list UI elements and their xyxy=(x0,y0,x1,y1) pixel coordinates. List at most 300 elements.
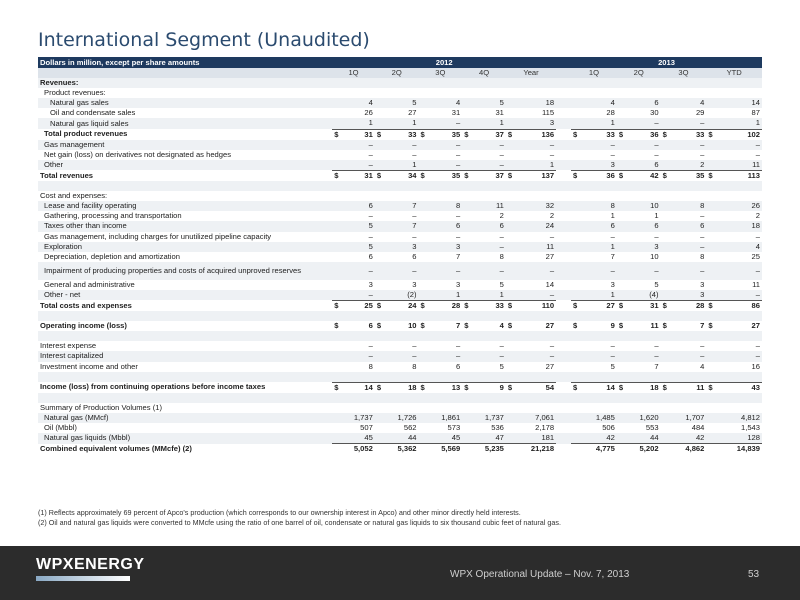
cell-value: – xyxy=(340,262,375,280)
cell-value: 1,737 xyxy=(470,413,506,423)
row-label: Interest capitalized xyxy=(38,351,332,361)
cell-value: – xyxy=(455,211,461,221)
cell-value: 6 xyxy=(368,251,373,261)
cell-value: 34 xyxy=(382,170,418,181)
cell-value: 1 xyxy=(579,242,617,252)
financial-table-wrapper xyxy=(38,57,762,454)
table-row xyxy=(38,98,762,108)
cell-value: 4 xyxy=(700,361,705,371)
currency-symbol: $ xyxy=(507,321,513,331)
cell-value: – xyxy=(412,149,417,159)
cell-value: – xyxy=(412,231,417,241)
cell-value: – xyxy=(382,262,418,280)
cell-value: 9 xyxy=(610,321,615,331)
col-header: 1Q xyxy=(332,68,375,78)
row-label xyxy=(38,393,332,403)
cell-value: 1,620 xyxy=(624,413,660,423)
table-row xyxy=(38,150,762,160)
cell-value: – xyxy=(654,149,659,159)
cell-value: 4 xyxy=(579,98,617,108)
cell-value: 8 xyxy=(668,201,706,211)
cell-value: 4 xyxy=(340,98,375,108)
cell-value: 2 xyxy=(668,160,706,171)
currency-symbol: $ xyxy=(420,382,425,392)
col-header: YTD xyxy=(706,68,762,78)
cell-value: 10 xyxy=(624,201,660,211)
cell-value: 6 xyxy=(368,321,373,331)
cell-value: – xyxy=(579,140,617,150)
cell-value: – xyxy=(755,231,760,241)
cell-value: – xyxy=(714,290,762,301)
cell-value: 29 xyxy=(695,108,705,118)
row-label: Exploration xyxy=(38,242,332,252)
currency-symbol: $ xyxy=(662,382,667,392)
cell-value: 8 xyxy=(412,361,417,371)
cell-value: 6 xyxy=(624,160,660,171)
cell-value: 1 xyxy=(654,211,659,221)
cell-value: – xyxy=(455,341,461,351)
currency-symbol: $ xyxy=(708,300,713,310)
cell-value: – xyxy=(470,160,506,171)
table-row xyxy=(38,262,762,280)
cell-value: 25 xyxy=(340,300,375,311)
currency-symbol: $ xyxy=(507,170,513,180)
cell-value: 6 xyxy=(470,221,506,231)
table-row xyxy=(38,108,762,118)
cell-value: – xyxy=(513,262,556,280)
table-row xyxy=(38,232,762,242)
cell-value: 11 xyxy=(668,382,706,393)
cell-value: – xyxy=(470,242,506,252)
cell-value: – xyxy=(624,351,660,361)
col-header: 2Q xyxy=(617,68,661,78)
cell-value: 31 xyxy=(495,108,504,118)
currency-symbol: $ xyxy=(420,170,425,180)
cell-value: 11 xyxy=(470,201,506,211)
cell-value: – xyxy=(426,118,462,129)
currency-symbol: $ xyxy=(334,321,339,331)
cell-value: 3 xyxy=(700,279,705,289)
currency-symbol: $ xyxy=(618,170,624,180)
currency-symbol: $ xyxy=(662,170,667,180)
cell-value: – xyxy=(426,160,462,171)
row-label xyxy=(38,331,332,341)
cell-value: 1,543 xyxy=(740,423,760,433)
cell-value: – xyxy=(668,140,706,150)
currency-symbol: $ xyxy=(573,300,578,310)
row-label: General and administrative xyxy=(44,279,135,289)
cell-value: – xyxy=(455,149,461,159)
cell-value: – xyxy=(513,351,556,361)
table-row xyxy=(38,321,762,331)
table-row xyxy=(38,372,762,383)
cell-value: – xyxy=(368,231,373,241)
cell-value: 4,862 xyxy=(668,444,706,455)
cell-value: 1 xyxy=(470,290,506,301)
currency-symbol: $ xyxy=(708,170,713,180)
cell-value: 7 xyxy=(455,321,461,331)
table-row xyxy=(38,129,762,140)
cell-value: – xyxy=(382,351,418,361)
cell-value: 4 xyxy=(426,98,462,108)
cell-value: 7 xyxy=(610,251,615,261)
row-label: Gathering, processing and transportation xyxy=(44,211,182,221)
cell-value: – xyxy=(624,140,660,150)
cell-value: 7 xyxy=(654,361,659,371)
row-label: Summary of Production Volumes (1) xyxy=(40,402,162,412)
cell-value: 562 xyxy=(403,423,417,433)
cell-value: 1 xyxy=(610,211,615,221)
cell-value: – xyxy=(470,262,506,280)
cell-value: 27 xyxy=(579,300,617,311)
cell-value: – xyxy=(654,341,659,351)
cell-value: – xyxy=(624,118,660,129)
col-header: 3Q xyxy=(661,68,707,78)
row-label: Net gain (loss) on derivatives not designated as hedges xyxy=(44,149,232,159)
currency-symbol: $ xyxy=(334,129,339,139)
col-header: 2Q xyxy=(375,68,419,78)
cell-value: 11 xyxy=(714,160,762,171)
table-row xyxy=(38,140,762,150)
cell-value: 11 xyxy=(513,242,556,252)
cell-value: 484 xyxy=(691,423,705,433)
cell-value: – xyxy=(579,262,617,280)
cell-value: 14,839 xyxy=(714,444,762,455)
cell-value: 3 xyxy=(579,160,617,171)
row-label xyxy=(38,311,332,321)
table-row xyxy=(38,88,762,98)
cell-value: 9 xyxy=(470,382,506,393)
cell-value: 7,061 xyxy=(513,413,556,423)
table-row xyxy=(38,311,762,321)
cell-value: 1 xyxy=(382,118,418,129)
currency-symbol: $ xyxy=(420,300,425,310)
table-row xyxy=(38,393,762,403)
currency-symbol: $ xyxy=(334,300,339,310)
cell-value: 35 xyxy=(668,170,706,181)
cell-value: 136 xyxy=(513,129,556,140)
cell-value: 30 xyxy=(650,108,659,118)
cell-value: – xyxy=(340,351,375,361)
table-row xyxy=(38,160,762,171)
cell-value: – xyxy=(700,341,705,351)
table-row xyxy=(38,242,762,252)
cell-value: 3 xyxy=(426,242,462,252)
table-row xyxy=(38,252,762,262)
cell-value: 26 xyxy=(364,108,373,118)
cell-value: 1 xyxy=(513,160,556,171)
row-label: Natural gas liquids (Mbbl) xyxy=(38,433,332,444)
cell-value: 13 xyxy=(426,382,462,393)
cell-value: 6 xyxy=(579,221,617,231)
currency-symbol: $ xyxy=(464,300,469,310)
cell-value: 2,178 xyxy=(535,423,555,433)
currency-symbol: $ xyxy=(376,129,382,139)
currency-symbol: $ xyxy=(662,321,667,331)
cell-value: 2 xyxy=(499,211,504,221)
cell-value: 11 xyxy=(752,279,760,289)
cell-value: 5 xyxy=(610,361,615,371)
cell-value: 137 xyxy=(513,170,556,181)
cell-value: – xyxy=(368,341,373,351)
currency-symbol: $ xyxy=(618,382,624,392)
row-label: Gas management xyxy=(38,140,332,150)
footnote-2: (2) Oil and natural gas liquids were converted to MMcfe using the ratio of one barrel of oil, condensate or natural gas liquids to six thousand cubic feet of natural gas. xyxy=(38,518,561,527)
cell-value: 36 xyxy=(624,129,660,140)
cell-value: – xyxy=(755,149,760,159)
cell-value: 1 xyxy=(579,290,617,301)
cell-value: 26 xyxy=(714,201,762,211)
cell-value: – xyxy=(610,341,615,351)
year-2012-header: 2012 xyxy=(332,57,556,68)
cell-value: 1 xyxy=(426,290,462,301)
cell-value: 110 xyxy=(513,300,556,311)
cell-value: 6 xyxy=(426,221,462,231)
row-label: Revenues: xyxy=(38,78,332,88)
cell-value: 31 xyxy=(340,170,375,181)
cell-value: 3 xyxy=(668,290,706,301)
row-label: Total revenues xyxy=(40,170,94,180)
cell-value: 42 xyxy=(624,170,660,181)
table-row xyxy=(38,403,762,413)
cell-value: 25 xyxy=(751,251,760,261)
currency-symbol: $ xyxy=(708,129,713,139)
cell-value: – xyxy=(499,149,504,159)
cell-value: 2 xyxy=(549,211,555,221)
page-title: International Segment (Unaudited) xyxy=(38,29,370,51)
table-row xyxy=(38,290,762,301)
currency-symbol: $ xyxy=(334,170,339,180)
cell-value: 3 xyxy=(382,242,418,252)
cell-value: 45 xyxy=(426,433,462,444)
cell-value: 27 xyxy=(408,108,417,118)
cell-value: 27 xyxy=(545,361,555,371)
table-row xyxy=(38,351,762,361)
col-header: Year xyxy=(506,68,556,78)
cell-value: – xyxy=(610,231,615,241)
currency-symbol: $ xyxy=(573,382,578,392)
logo-text: WPXENERGY xyxy=(36,556,145,573)
cell-value: 113 xyxy=(714,170,762,181)
cell-value: 573 xyxy=(447,423,461,433)
table-row xyxy=(38,78,762,88)
row-label: Cost and expenses: xyxy=(40,191,108,201)
cell-value: 33 xyxy=(668,129,706,140)
cell-value: 1,707 xyxy=(668,413,706,423)
row-label: Oil (Mbbl) xyxy=(44,423,77,433)
row-label: Depreciation, depletion and amortization xyxy=(44,251,180,261)
table-row xyxy=(38,444,762,455)
cell-value: 21,218 xyxy=(513,444,556,455)
currency-symbol: $ xyxy=(618,321,624,331)
cell-value: 5,362 xyxy=(382,444,418,455)
cell-value: – xyxy=(368,149,373,159)
cell-value: 3 xyxy=(513,118,556,129)
cell-value: 43 xyxy=(714,382,762,393)
footer-caption: WPX Operational Update – Nov. 7, 2013 xyxy=(450,569,630,580)
cell-value: – xyxy=(714,262,762,280)
row-label: Product revenues: xyxy=(44,88,106,98)
cell-value: 3 xyxy=(455,279,461,289)
cell-value: 4 xyxy=(714,242,762,252)
cell-value: 181 xyxy=(513,433,556,444)
col-header: 1Q xyxy=(571,68,617,78)
cell-value: 35 xyxy=(426,170,462,181)
currency-symbol: $ xyxy=(420,129,425,139)
cell-value: 27 xyxy=(545,321,555,331)
international-segment-table xyxy=(38,57,762,454)
cell-value: – xyxy=(340,140,375,150)
cell-value: 5,202 xyxy=(624,444,660,455)
cell-value: 44 xyxy=(624,433,660,444)
currency-symbol: $ xyxy=(376,382,382,392)
currency-symbol: $ xyxy=(334,382,339,392)
table-row xyxy=(38,211,762,221)
cell-value: – xyxy=(549,341,555,351)
row-label: Total product revenues xyxy=(44,129,128,139)
currency-symbol: $ xyxy=(618,300,624,310)
table-header-row xyxy=(38,57,762,68)
cell-value: 7 xyxy=(382,221,418,231)
row-label: Natural gas (MMcf) xyxy=(38,413,332,423)
table-row xyxy=(38,362,762,372)
cell-value: 28 xyxy=(426,300,462,311)
cell-value: 31 xyxy=(340,129,375,140)
cell-value: 10 xyxy=(650,251,659,261)
currency-symbol: $ xyxy=(708,382,713,392)
cell-value: 37 xyxy=(470,170,506,181)
table-body xyxy=(38,57,762,454)
page-number: 53 xyxy=(748,569,760,580)
col-header: 4Q xyxy=(462,68,506,78)
cell-value: 5 xyxy=(499,361,504,371)
cell-value: 6 xyxy=(624,98,660,108)
cell-value: 3 xyxy=(368,279,373,289)
cell-value: 18 xyxy=(714,221,762,231)
table-row xyxy=(38,191,762,201)
cell-value: 5 xyxy=(340,242,375,252)
cell-value: 36 xyxy=(579,170,617,181)
cell-value: 18 xyxy=(513,98,556,108)
cell-value: – xyxy=(579,351,617,361)
cell-value: 33 xyxy=(470,300,506,311)
cell-value: – xyxy=(624,262,660,280)
cell-value: 5 xyxy=(340,221,375,231)
table-row xyxy=(38,181,762,191)
cell-value: 42 xyxy=(668,433,706,444)
cell-value: – xyxy=(714,140,762,150)
cell-value: 1 xyxy=(382,160,418,171)
cell-value: 8 xyxy=(368,361,373,371)
table-row xyxy=(38,341,762,351)
cell-value: 8 xyxy=(499,251,504,261)
table-row xyxy=(38,280,762,290)
cell-value: 37 xyxy=(470,129,506,140)
currency-symbol: $ xyxy=(464,129,469,139)
cell-value: 3 xyxy=(412,279,417,289)
footer-bar xyxy=(0,546,800,600)
cell-value: 86 xyxy=(714,300,762,311)
footnotes xyxy=(38,508,561,528)
cell-value: – xyxy=(499,231,504,241)
row-label: Natural gas liquid sales xyxy=(38,118,332,129)
cell-value: 115 xyxy=(542,108,555,118)
cell-value: – xyxy=(700,231,705,241)
table-row xyxy=(38,423,762,433)
table-row xyxy=(38,221,762,231)
table-row xyxy=(38,118,762,129)
cell-value: – xyxy=(426,140,462,150)
cell-value: 5,235 xyxy=(470,444,506,455)
cell-value: – xyxy=(668,242,706,252)
cell-value: 45 xyxy=(340,433,375,444)
cell-value: – xyxy=(412,211,417,221)
row-label: Operating income (loss) xyxy=(40,321,127,331)
cell-value: 44 xyxy=(382,433,418,444)
row-label: Income (loss) from continuing operations before income taxes xyxy=(40,382,266,392)
cell-value: 31 xyxy=(624,300,660,311)
cell-value: 6 xyxy=(340,201,375,211)
cell-value: 10 xyxy=(408,321,417,331)
cell-value: 1 xyxy=(579,118,617,129)
header-label: Dollars in million, except per share amounts xyxy=(38,57,332,68)
quarter-header-row xyxy=(38,68,762,78)
cell-value: 4 xyxy=(668,98,706,108)
currency-symbol: $ xyxy=(708,321,713,331)
cell-value: 6 xyxy=(668,221,706,231)
row-label: Combined equivalent volumes (MMcfe) (2) xyxy=(40,444,192,454)
cell-value: 35 xyxy=(426,129,462,140)
cell-value: 4,775 xyxy=(579,444,617,455)
cell-value: – xyxy=(368,211,373,221)
row-label: Total costs and expenses xyxy=(40,300,132,310)
cell-value: 47 xyxy=(470,433,506,444)
cell-value: 7 xyxy=(382,201,418,211)
currency-symbol: $ xyxy=(618,129,624,139)
cell-value: 5 xyxy=(499,279,504,289)
cell-value: 24 xyxy=(382,300,418,311)
currency-symbol: $ xyxy=(507,129,513,139)
cell-value: – xyxy=(470,351,506,361)
wpx-logo xyxy=(36,556,145,581)
cell-value: 507 xyxy=(360,423,373,433)
cell-value: 33 xyxy=(382,129,418,140)
cell-value: – xyxy=(513,290,556,301)
cell-value: 32 xyxy=(513,201,556,211)
cell-value: 1,737 xyxy=(340,413,375,423)
year-2013-header: 2013 xyxy=(571,57,762,68)
logo-bar xyxy=(36,576,130,581)
row-label: Investment income and other xyxy=(40,361,138,371)
cell-value: – xyxy=(340,290,375,301)
cell-value: 14 xyxy=(714,98,762,108)
cell-value: 536 xyxy=(491,423,504,433)
cell-value: 1 xyxy=(714,118,762,129)
row-label: Natural gas sales xyxy=(38,98,332,108)
cell-value: 1,726 xyxy=(382,413,418,423)
cell-value: 33 xyxy=(579,129,617,140)
cell-value: 27 xyxy=(545,251,555,261)
currency-symbol: $ xyxy=(464,170,469,180)
cell-value: – xyxy=(549,149,555,159)
table-row xyxy=(38,433,762,444)
cell-value: (2) xyxy=(382,290,418,301)
cell-value: 4,812 xyxy=(714,413,762,423)
cell-value: – xyxy=(382,140,418,150)
cell-value: – xyxy=(513,140,556,150)
table-row xyxy=(38,382,762,393)
row-label xyxy=(38,181,332,191)
